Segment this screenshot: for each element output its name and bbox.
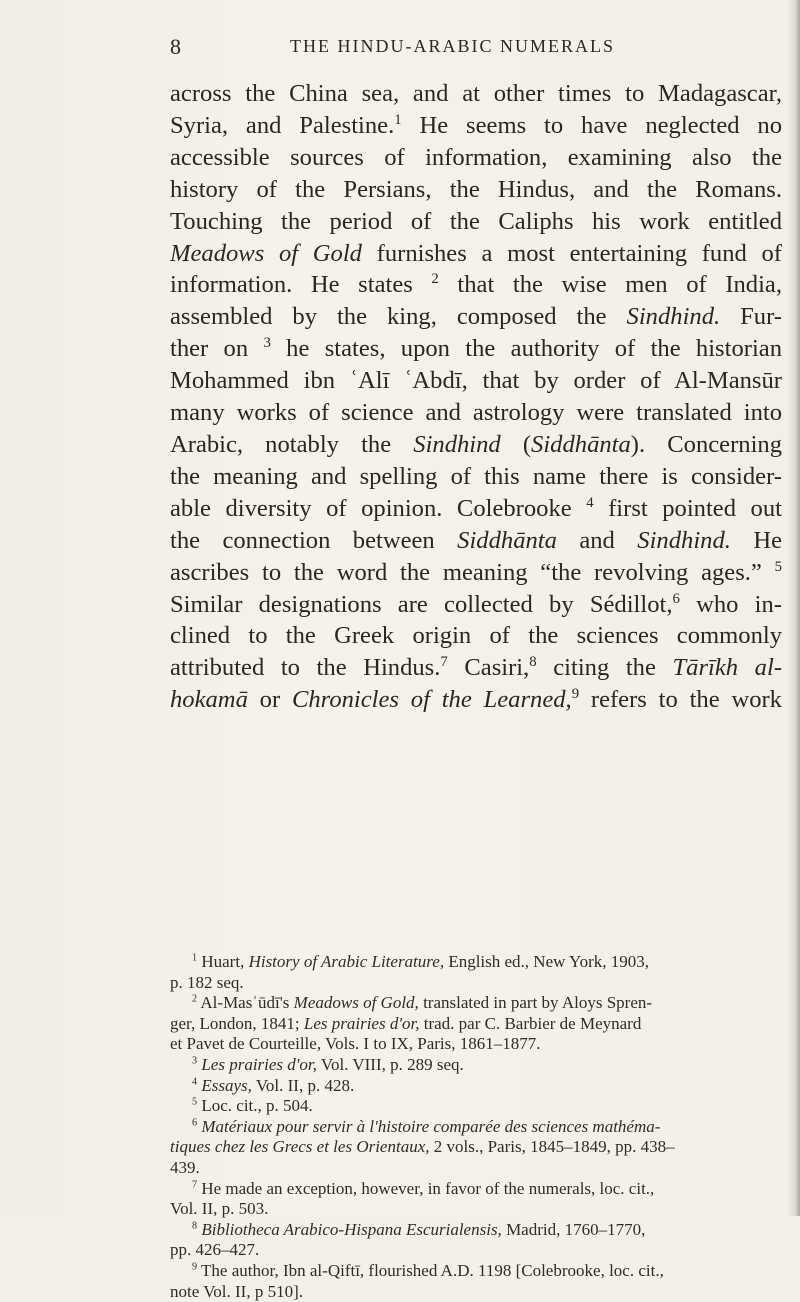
footnote-ref: 1 [394,111,402,128]
page-edge-shadow [788,0,800,1216]
footnote-9: $^9$ The author, Ibn al-Qiftī, flourished A.D. 1198 [Colebrooke, loc. cit., note Vol. II, p 510]. [170,1260,664,1301]
footnote-ref: 2 [431,271,439,288]
footnote-1: $^1$ Huart, History of Arabic Literature, English ed., New York, 1903, p. 182 seq. [170,952,650,992]
text-line: information. He states $^2$ that the wise men of India, [170,271,782,299]
footnote-8: $^8$ Bibliotheca Arabico-Hispana Escurialensis, Madrid, 1760–1770, pp. 426–427. [170,1219,646,1260]
text-line: across the China sea, and at other times to Madagascar, [170,80,782,107]
text-line: ther on $^3$ he states, upon the authority of the historian [170,335,782,363]
page-number: 8 [170,34,181,59]
footnote-ref: 5 [774,558,782,575]
text-line: Mohammed ibn ʿAlī ʿAbdī, that by order of Al-Mansūr [170,367,782,395]
page-header [170,34,710,62]
text-line: many works of science and astrology were translated into [170,399,782,427]
text-line: Syria, and Palestine.$^1$ He seems to have neglected no [170,111,783,139]
text-line: Meadows of Gold furnishes a most entertaining fund of [170,239,782,267]
footnotes [170,952,782,1302]
footnote-6: $^6$ Matériaux pour servir à l'histoire comparée des sciences mathéma- tiques chez les Grecs et les Orientaux, 2 vols., Paris, 1845–1849, pp. 438– 439. [170,1116,675,1177]
footnote-ref: 4 [586,494,594,511]
text-line: attributed to the Hindus.$^7$ Casiri,$^8$ citing the Tārīkh al- [170,654,783,682]
footnote-ref: 9 [571,686,580,703]
text-line: hokamā or Chronicles of the Learned,$^9$ refers to the work [170,686,782,714]
text-line: able diversity of opinion. Colebrooke $^4$ first pointed out [170,494,782,522]
footnote-ref: 8 [529,654,537,671]
footnote-ref: 3 [263,335,271,352]
running-title: THE HINDU-ARABIC NUMERALS [290,36,615,56]
footnote-5: $^5$ Loc. cit., p. 504. [192,1096,313,1116]
footnote-4: $^4$ Essays, Vol. II, p. 428. [192,1075,355,1095]
text-line: assembled by the king, composed the Sindhind. Fur- [170,303,782,331]
footnote-ref: 6 [672,590,680,607]
text-line: Arabic, notably the Sindhind (Siddhānta). Concerning [170,430,783,458]
footnote-3: $^3$ Les prairies d'or, Vol. VIII, p. 289 seq. [192,1054,464,1074]
body-paragraph [170,78,782,716]
text-line: accessible sources of information, examining also the [170,143,782,171]
text-line: Similar designations are collected by Sédillot,$^6$ who in- [170,590,782,618]
text-line: the meaning and spelling of this name there is consider- [170,462,782,490]
text-line: clined to the Greek origin of the sciences commonly [170,622,782,650]
footnote-2: $^2$ Al-Masʿūdī's Meadows of Gold, translated in part by Aloys Spren- ger, London, 1841; Les prairies d'or, trad. par C. Barbier de Meynard et Pavet de Courteille, Vols. I to IX, Paris, 1861–1877. [170,993,653,1054]
text-line: ascribes to the word the meaning “the revolving ages.” $^5$ [170,558,782,586]
text-line: history of the Persians, the Hindus, and the Romans. [170,175,782,203]
text-line: the connection between Siddhānta and Sindhind. He [170,526,783,554]
footnote-ref: 7 [440,654,448,671]
footnote-7: $^7$ He made an exception, however, in favor of the numerals, loc. cit., Vol. II, p. 503. [170,1178,655,1219]
text-line: Touching the period of the Caliphs his work entitled [170,207,782,235]
